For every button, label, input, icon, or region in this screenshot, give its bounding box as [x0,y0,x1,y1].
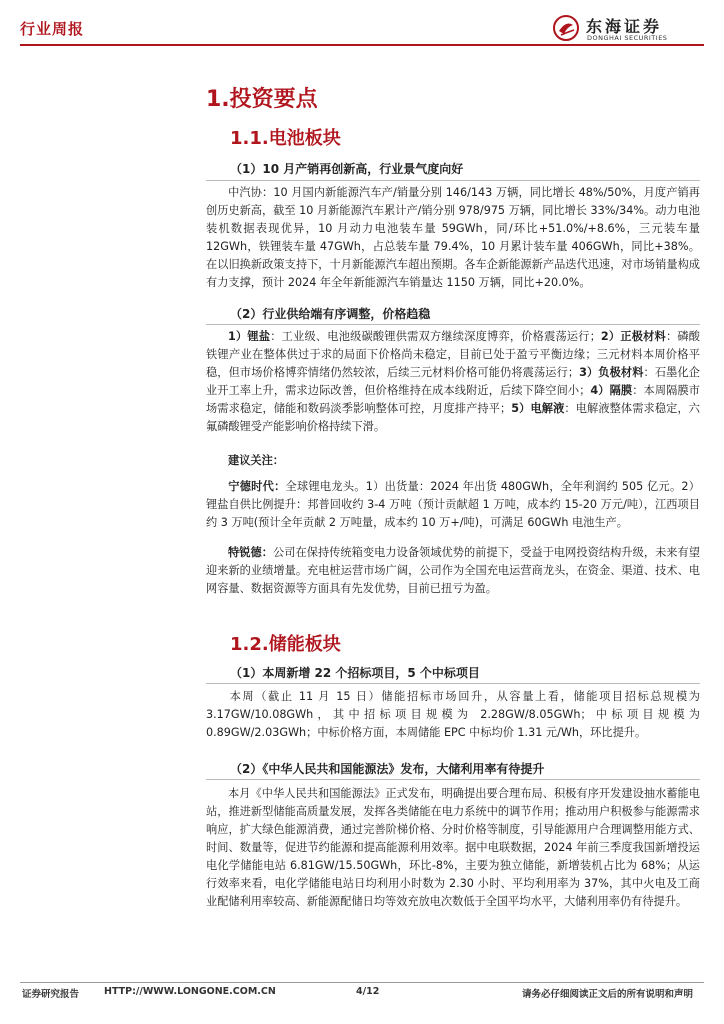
footer-report-label: 证券研究报告 [22,989,80,1000]
trd-text: 公司在保持传统箱变电力设备领域优势的前提下，受益于电网投资结构升级，未来有望迎来新的业绩增量。充电桩运营市场广阔，公司作为全国充电运营商龙头，在资金、渠道、技术、电网容量、数据资源等方面具有先发优势，目前已扭亏为盈。 [206,546,700,595]
battery-paragraph-1 [206,184,700,292]
footer-divider [20,982,704,983]
electrolyte-text: ：电解液整体需求稳定，六氟磷酸锂受产能影响价格持续下滑。 [206,402,700,433]
battery-paragraph-2 [206,328,700,436]
header-divider [20,44,704,46]
footer-disclaimer: 请务必仔细阅读正文后的所有说明和声明 [522,989,694,1000]
storage-subheading-1: （1）本周新增 22 个招标项目，5 个中标项目 [230,666,480,680]
trd-label: 特锐德： [228,546,273,559]
section-heading: 1.投资要点 [206,87,318,112]
subheading-rule [206,324,700,325]
logo-chinese-text: 东海证券 [586,17,663,36]
separator-text: ：本周隔膜市场需求稳定，储能和数码淡季影响整体可控，月度排产持平； [206,384,700,415]
storage-section-title: 1.2.储能板块 [230,634,341,655]
storage-paragraph-2-text: 本月《中华人民共和国能源法》正式发布，明确提出要合理布局、积极有序开发建设抽水蓄能电站，推进新型储能高质量发展，发挥各类储能在电力系统中的调节作用；推动用户积极参与能源需求响应，扩大绿色能源消费，通过完善阶梯价格、分时价格等制度，引导能源用户合理调整用能方式、时间、数量等，促进节约能源和提高能源利用效率。据中电联数据，2024 年前三季度我国新增投运电化学储能电站 6.81GW/15.50GWh，环比-8%，主要为独立储能，新增装机占比为 68%；从运行效率来看，电化学储能电站日均利用小时数为 2.30 小时、平均利用率为 37%，其中火电及工商业配储利用率较高、新能源配储日均等效充放电次数低于全国平均水平，大储利用率仍有待提升。 [206,787,700,908]
footer-website-link[interactable]: HTTP://WWW.LONGONE.COM.CN [104,986,276,997]
battery-section-title: 1.1.电池板块 [230,128,341,149]
storage-paragraph-1 [206,688,700,742]
separator-label: 4）隔膜 [590,384,633,397]
battery-subheading-2: （2）行业供给端有序调整，价格趋稳 [230,307,431,321]
trd-paragraph [206,544,700,598]
suggest-label: 建议关注： [228,454,284,467]
battery-subheading-1: （1）10 月产销再创新高，行业景气度向好 [230,162,464,176]
subheading-rule [206,683,700,684]
suggest-heading [206,452,700,470]
storage-paragraph-2 [206,785,700,911]
report-type-label: 行业周报 [20,20,85,38]
anode-label: 3）负极材料 [579,366,644,379]
catl-label: 宁德时代： [228,480,286,493]
subheading-rule [206,779,700,780]
catl-paragraph [206,478,700,532]
footer-page-number: 4/12 [356,986,380,997]
lithium-salt-text: ：工业级、电池级碳酸锂供需双方继续深度博弈，价格震荡运行； [270,330,601,343]
anode-text: ：石墨化企业开工率上升，需求边际改善，但价格维持在成本线附近，后续下降空间小； [206,366,700,397]
electrolyte-label: 5）电解液 [511,402,565,415]
lithium-salt-label: 1）锂盐 [228,330,271,343]
logo-english-text: DONGHAI SECURITIES [587,34,668,42]
subheading-rule [206,180,700,181]
donghai-logo-icon [552,14,580,42]
cathode-label: 2）正极材料 [600,330,666,343]
company-logo [552,14,712,44]
cathode-text: ：磷酸铁锂产业在整体供过于求的局面下价格尚未稳定，目前已处于盈亏平衡边缘；三元材料本周价格平稳，但市场价格博弈情绪仍然较浓，后续三元材料价格可能仍将震荡运行； [206,330,700,379]
catl-text: 全球锂电龙头。1）出货量：2024 年出货 480GWh，全年利润约 505 亿元。2）锂盐自供比例提升：邦普回收约 3-4 万吨（预计贡献超 1 万吨，成本约 15-20 万元/吨），江西项目约 3 万吨(预计全年贡献 2 万吨量，成本约 10 万+/吨)，可满足 60GWh 电池生产。 [206,480,700,529]
storage-subheading-2: （2）《中华人民共和国能源法》发布，大储利用率有待提升 [230,762,545,776]
battery-paragraph-1-text: 中汽协：10 月国内新能源汽车产/销量分别 146/143 万辆，同比增长 48%/50%，月度产销再创历史新高，截至 10 月新能源汽车累计产/销分别 978/975 万辆，同比增长 33%/34%。动力电池装机数据表现优异，10 月动力电池装车量 59GWh，同/环比+51.0%/+8.6%，三元装车量 12GWh，铁锂装车量 47GWh，占总装车量 79.4%，10 月累计装车量 406GWh，同比+38%。在以旧换新政策支持下，十月新能源汽车超出预期。各车企新能源新产品迭代迅速，对市场销量构成有力支撑，预计 2024 年全年新能源汽车销量达 1150 万辆，同比+20.0%。 [206,186,700,289]
storage-paragraph-1-text: 本周（截止 11 月 15 日）储能招标市场回升，从容量上看，储能项目招标总规模为 3.17GW/10.08GWh，其中招标项目规模为 2.28GW/8.05GWh；中标项目规模为 0.89GW/2.03GWh；中标价格方面，本周储能 EPC 中标均价 1.31 元/Wh，环比提升。 [206,690,700,739]
